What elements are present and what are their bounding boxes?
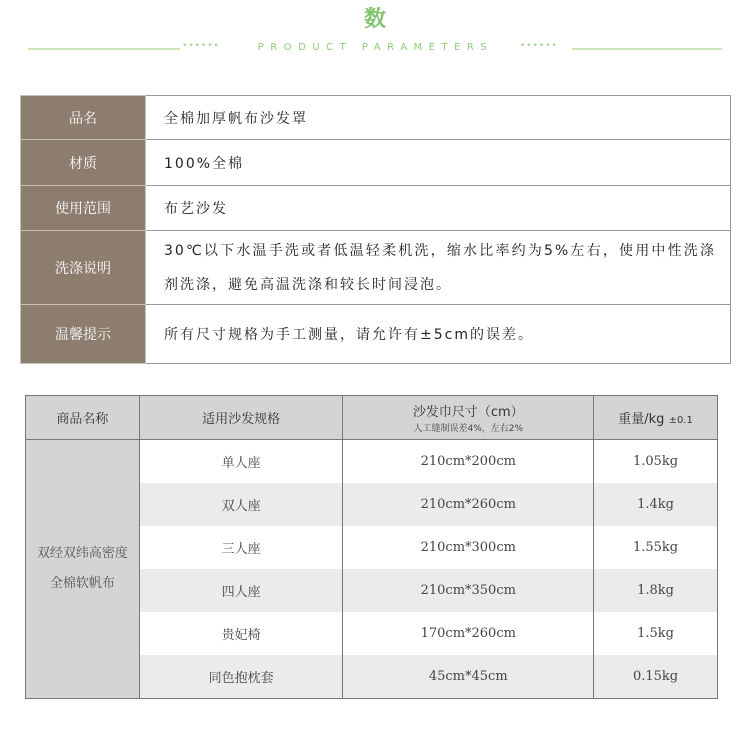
param-key: 品名 bbox=[21, 96, 146, 140]
size-cell: 210cm*300cm bbox=[343, 526, 594, 569]
param-value: 30℃以下水温手洗或者低温轻柔机洗，缩水比率约为5%左右，使用中性洗涤剂洗涤，避免高温洗涤和较长时间浸泡。 bbox=[146, 231, 731, 305]
param-key: 材质 bbox=[21, 140, 146, 186]
param-row-material bbox=[21, 140, 731, 186]
param-key: 洗涤说明 bbox=[21, 231, 146, 305]
header-weight-tolerance: ±0.1 bbox=[668, 415, 693, 426]
param-row-tip bbox=[21, 305, 731, 364]
product-name-cell bbox=[26, 440, 140, 699]
header-product: 商品名称 bbox=[26, 396, 140, 440]
size-cell: 210cm*350cm bbox=[343, 569, 594, 612]
param-value: 所有尺寸规格为手工测量，请允许有±5cm的误差。 bbox=[146, 305, 731, 364]
size-cell: 210cm*200cm bbox=[343, 440, 594, 484]
param-value: 全棉加厚帆布沙发罩 bbox=[146, 96, 731, 140]
param-value: 100%全棉 bbox=[146, 140, 731, 186]
spec-cell: 三人座 bbox=[139, 526, 343, 569]
product-parameters-banner bbox=[28, 40, 722, 58]
spec-cell: 双人座 bbox=[139, 483, 343, 526]
param-key: 使用范围 bbox=[21, 186, 146, 231]
size-cell: 210cm*260cm bbox=[343, 483, 594, 526]
weight-cell: 1.4kg bbox=[594, 483, 718, 526]
header-size bbox=[343, 396, 594, 440]
weight-cell: 1.5kg bbox=[594, 612, 718, 655]
size-cell: 170cm*260cm bbox=[343, 612, 594, 655]
parameters-table bbox=[20, 95, 731, 364]
banner-line-left bbox=[28, 48, 180, 50]
header-size-label: 沙发巾尺寸（cm） bbox=[412, 405, 524, 420]
spec-cell: 单人座 bbox=[139, 440, 343, 484]
banner-line-right bbox=[572, 48, 722, 50]
header-spec: 适用沙发规格 bbox=[139, 396, 343, 440]
banner-dots-right: •••••• bbox=[520, 41, 558, 51]
spec-cell: 贵妃椅 bbox=[139, 612, 343, 655]
weight-cell: 1.55kg bbox=[594, 526, 718, 569]
size-cell: 45cm*45cm bbox=[343, 655, 594, 699]
param-value: 布艺沙发 bbox=[146, 186, 731, 231]
header-size-note: 人工缝制误差4%，左右2% bbox=[413, 424, 524, 434]
param-key: 温馨提示 bbox=[21, 305, 146, 364]
size-table bbox=[25, 395, 718, 699]
weight-cell: 1.8kg bbox=[594, 569, 718, 612]
header-weight-label: 重量/kg bbox=[618, 412, 665, 427]
param-row-name bbox=[21, 96, 731, 140]
header-weight bbox=[594, 396, 718, 440]
section-title-char: 数 bbox=[363, 7, 386, 32]
weight-cell: 1.05kg bbox=[594, 440, 718, 484]
param-row-washing bbox=[21, 231, 731, 305]
product-name-line1: 双经双纬高密度 bbox=[36, 546, 128, 561]
weight-cell: 0.15kg bbox=[594, 655, 718, 699]
param-row-usage bbox=[21, 186, 731, 231]
banner-dots-left: •••••• bbox=[182, 41, 220, 51]
product-name-line2: 全棉软帆布 bbox=[49, 576, 115, 591]
spec-cell: 同色抱枕套 bbox=[139, 655, 343, 699]
banner-label: PRODUCT PARAMETERS bbox=[257, 42, 494, 53]
spec-cell: 四人座 bbox=[139, 569, 343, 612]
size-table-header-row bbox=[26, 396, 718, 440]
table-row bbox=[26, 440, 718, 484]
